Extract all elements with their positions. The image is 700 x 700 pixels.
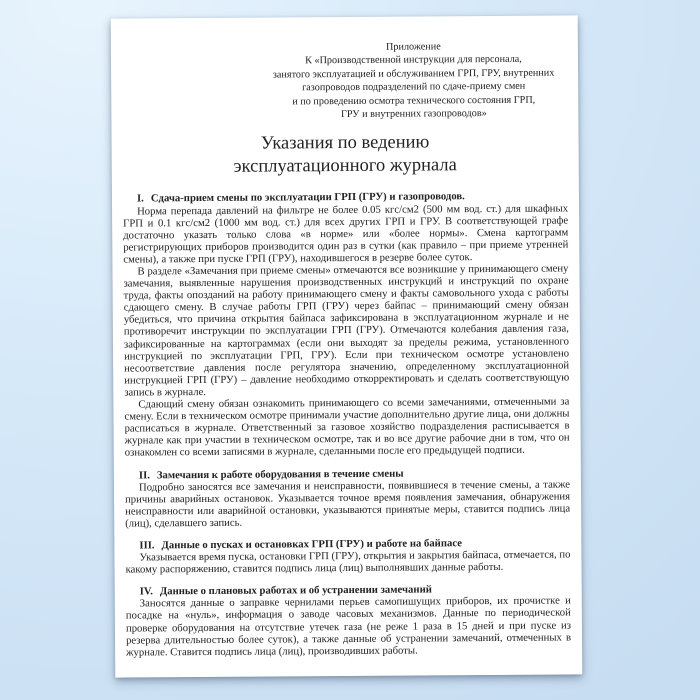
appendix-header — [260, 39, 568, 122]
appendix-header-line: ГРУ и внутренних газопроводов» — [340, 108, 487, 121]
section — [125, 536, 570, 575]
section — [125, 466, 570, 530]
appendix-header-line: занятого эксплуатацией и обслуживанием ГРП, ГРУ, внутренних — [272, 67, 555, 81]
appendix-header-line: газопроводов подразделений по сдаче-приему смен — [302, 80, 526, 94]
appendix-header-line: и по проведению осмотра технического состояния ГРП, — [292, 94, 536, 107]
appendix-header-line: К «Производственной инструкции для персонала, — [305, 54, 522, 67]
section-heading-text: Замечания к работе оборудования в течение смены — [156, 467, 404, 481]
appendix-header-line: Приложение — [385, 41, 441, 53]
paragraph: Норма перепада давлений на фильтре не более 0.05 кгс/см2 (500 мм вод. ст.) для шкафных ГРП и 0.1 кгс/см2 (1000 мм вод. ст.) для всех других ГРП и ГРУ. В соответствующей графе достаточно указать только слова «в норме» или «более нормы». Смена картограмм регистрирующих приборов производится один раз в сутки (как правило – при приеме утренней смены), а также при пуске ГРП (ГРУ), находившегося в резерве более суток. — [123, 201, 569, 266]
section-number: IV. — [139, 585, 153, 598]
section-number: II. — [138, 468, 150, 481]
section-heading-text: Данные о пусках и остановках ГРП (ГРУ) и работе на байпасе — [161, 537, 462, 552]
paragraph: В разделе «Замечания при приеме смены» отмечаются все возникшие у принимающего смену замечания, выявленные нарушения производственных инструкций и инструкций по охране труда, факты опозданий на работу принимающего смену и факты самовольного ухода с работы сдающего смену. В случае работы ГРП (ГРУ) через байпас – принимающий смену обязан убедиться, что причина открытия байпаса зафиксирована в эксплуатационном журнале и не противоречит инструкции по эксплуатации ГРП (ГРУ). Отмечаются колебания давления газа, зафиксированные на картограммах (если они выходят за пределы режима, установленного инструкцией по эксплуатации ГРП, ГРУ). Если при техническом осмотре установлено несоответствие давления после регулятора значению, определенному эксплуатационной инструкцией ГРП (ГРУ) – давление необходимо откорректировать и сделать соответствующую запись в журнале. — [123, 262, 570, 399]
document-title — [123, 131, 568, 180]
section-number: III. — [139, 539, 155, 552]
section-heading-text: Сдача-прием смены по эксплуатации ГРП (ГРУ) и газопроводов. — [150, 190, 465, 205]
paragraph: Указывается время пуска, остановки ГРП (ГРУ), открытия и закрытия байпаса, отмечается, по какому распоряжению, ставится подпись лица (лиц) выполнявших данные работы. — [125, 548, 571, 576]
section — [123, 190, 570, 459]
section-heading-text: Данные о плановых работах и об устранении замечаний — [159, 583, 432, 598]
paragraph: Заносятся данные о заправке чернилами перьев самопишущих приборов, их прочистке и посадке на «нуль», информация о заводе часовых механизмов. Данные по периодической проверке оборудования на отсутствие утечек газа (не реже 1 раза в 15 дней и при пуске из резерва длительностью более суток), а также данные об устранении замечаний, отмеченных в журнале. Ставится подпись лица (лиц), производивших работы. — [125, 594, 572, 659]
document-title-line: Указания по ведению — [260, 132, 430, 155]
paragraph: Сдающий смену обязан ознакомить принимающего со всеми замечаниями, отмеченными за смену. Если в техническом осмотре принимали участие дополнительно другие лица, они должны расписаться в журнале. Ответственный за газовое хозяйство подразделения расписывается в журнале как при участии в техническом осмотре, так и во все другие рабочие дни в том, что он ознакомлен со всеми записями в журнале, сделанными после его предыдущей подписи. — [124, 395, 570, 459]
document-title-line: эксплуатационного журнала — [233, 155, 457, 178]
section-number: I. — [136, 192, 144, 205]
document-page — [111, 15, 583, 677]
paragraph: Подробно заносятся все замечания и неисправности, появившиеся в течение смены, а также причины аварийных остановок. Указывается точное время появления замечания, обнаружения неисправности или аварийной остановки, указываются принятые меры, ставится подпись лица (лиц), сделавшего запись. — [125, 478, 571, 530]
document-body — [123, 190, 571, 658]
section — [126, 583, 571, 659]
